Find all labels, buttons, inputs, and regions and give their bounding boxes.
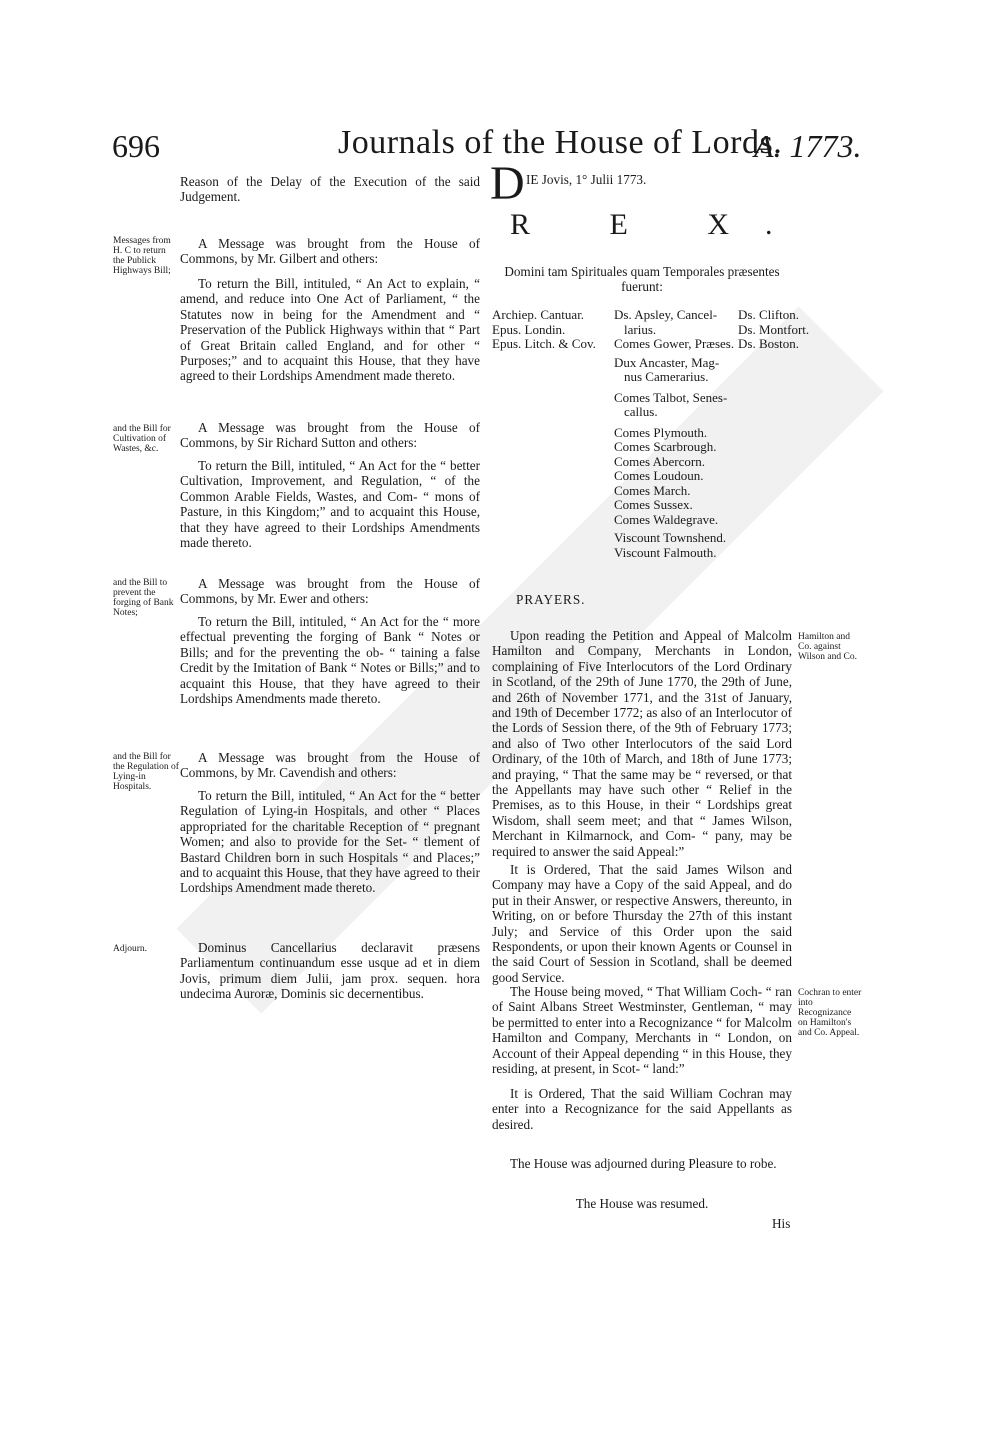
roll-line: Comes Sussex.	[614, 497, 693, 512]
margin-note: Messages from H. C to return the Publick Highways Bill;	[113, 236, 171, 276]
sitting-date: IE Jovis, 1° Julii 1773.	[526, 172, 647, 187]
roll-line: callus.	[624, 404, 658, 419]
message-body: To return the Bill, intituled, “ An Act to explain, “ amend, and reduce into One Act of Parliament, “ the Statutes now in being for the Amendment and “ Preservation of the Publick Highways within that “ Part of Great Britain called England, and for other “ Purposes;” and to acquaint this House, that they have agreed to their Lordships Amendment made thereto.	[180, 276, 480, 384]
roll-line: Viscount Falmouth.	[614, 544, 717, 560]
message-paragraph: A Message was brought from the House of Commons, by Mr. Cavendish and others:	[180, 750, 480, 781]
margin-note: and the Bill for the Regulation of Lying-in Hospitals.	[113, 752, 179, 792]
drop-cap: D	[490, 157, 525, 210]
adjournment-text: Dominus Cancellarius declaravit præsens Parliamentum continuandum esse usque ad et in diem Jovis, primum diem Julii, jam prox. sequen. hora undecima Auroræ, Dominis sic decernentibus.	[180, 940, 480, 1002]
adjourned-text: The House was adjourned during Pleasure to robe.	[510, 1156, 777, 1171]
margin-note: Hamilton and Co. against Wilson and Co.	[798, 632, 857, 662]
message-body: To return the Bill, intituled, “ An Act for the “ better Cultivation, Improvement, and Regulation, “ of the Common Arable Fields, Wastes, and Com- “ mons of Pasture, in this Kingdom;” and to acquaint this House, that they have agreed to their Lordships Amendments made thereto.	[180, 458, 480, 551]
catchword: His	[772, 1216, 791, 1231]
margin-note: and the Bill for Cultivation of Wastes, &c.	[113, 424, 171, 454]
page-year: A. 1773.	[754, 128, 862, 164]
resumed-text: The House was resumed.	[575, 1196, 709, 1211]
roll-column-a	[492, 308, 610, 352]
roll-column-b	[614, 308, 736, 560]
roll-line: Comes Loudoun.	[614, 468, 704, 483]
roll-line: Comes March.	[614, 482, 691, 498]
motion-paragraph: The House being moved, “ That William Coch- “ ran of Saint Albans Street Westminster, Gentleman, “ may be permitted to enter into a Recognizance “ for Malcolm Hamilton and Company, Merchants in “ London, on Account of their Appeal depending “ in this House, they residing, at present, in Scot- “ land:”	[492, 984, 792, 1077]
page-number: 696	[112, 128, 160, 164]
message-paragraph: A Message was brought from the House of Commons, by Mr. Ewer and others:	[180, 576, 480, 607]
roll-line: Viscount Townshend.	[614, 530, 727, 545]
roll-line: Comes Waldegrave.	[614, 511, 719, 527]
roll-line: nus Camerarius.	[624, 369, 709, 384]
message-paragraph: A Message was brought from the House of Commons, by Sir Richard Sutton and others:	[180, 420, 480, 451]
margin-note: and the Bill to prevent the forging of Bank Notes;	[113, 578, 174, 618]
roll-column-c	[738, 308, 824, 352]
roll-line: Ds. Boston.	[738, 336, 800, 351]
appeal-paragraph: Upon reading the Petition and Appeal of Malcolm Hamilton and Company, Merchants in London, complaining of Five Interlocutors of the Lord Ordinary in Scotland, of the 29th of June 1770, the 29th of June, and 26th of November 1771, and the 31st of January, and 19th of December 1772; as also of an Interlocutor of the Lords of Session there, of the 9th of February 1773; and also of Two other Interlocutors of the said Lord Ordinary, of the 10th of March, and 18th of June 1773; and praying, “ That the same may be “ reversed, or that the Appellants may have such other “ Relief in the Premises, as to this House, in their “ Lordships great Wisdom, shall seem meet; and that “ James Wilson, Merchant in Kilmarnock, and Com- “ pany, may be required to answer the said Appeal:”	[492, 628, 792, 859]
rex-heading: R E X.	[510, 208, 809, 241]
roll-line: Archiep. Cantuar.	[492, 307, 585, 322]
roll-line: larius.	[624, 321, 657, 337]
roll-line: Dux Ancaster, Mag-	[614, 354, 720, 370]
roll-line: Comes Gower, Præses.	[614, 336, 735, 351]
roll-line: Epus. Londin.	[492, 321, 566, 337]
roll-line: Comes Abercorn.	[614, 453, 705, 469]
roll-line: Comes Plymouth.	[614, 424, 708, 440]
roll-line: Comes Talbot, Senes-	[614, 389, 728, 405]
present-lords-heading: Domini tam Spirituales quam Temporales præsentes fuerunt:	[504, 264, 780, 295]
roll-line: Ds. Apsley, Cancel-	[614, 307, 718, 322]
roll-line: Ds. Montfort.	[738, 321, 810, 337]
margin-note: Cochran to enter into Recognizance on Hamilton's and Co. Appeal.	[798, 988, 862, 1038]
page-title: Journals of the House of Lords.	[338, 124, 783, 161]
roll-line: Comes Scarbrough.	[614, 439, 717, 454]
opening-text: Reason of the Delay of the Execution of the said Judgement.	[180, 174, 480, 205]
order-paragraph: It is Ordered, That the said William Cochran may enter into a Recognizance for the said Appellants as desired.	[492, 1086, 792, 1132]
roll-line: Epus. Litch. & Cov.	[492, 336, 596, 351]
roll-line: Ds. Clifton.	[738, 307, 800, 322]
order-paragraph: It is Ordered, That the said James Wilson and Company may have a Copy of the said Appeal, and do put in their Answer, or respective Answers, thereunto, in Writing, on or before Thursday the 27th of this instant July; and Service of this Order upon the said Respondents, or upon their known Agents or Counsel in the said Court of Session in Scotland, shall be deemed good Service.	[492, 862, 792, 985]
message-paragraph: A Message was brought from the House of Commons, by Mr. Gilbert and others:	[180, 236, 480, 267]
message-body: To return the Bill, intituled, “ An Act for the “ more effectual preventing the forging of Bank “ Notes or Bills; and for the preventing the ob- “ taining a false Credit by the Imitation of Bank “ Notes or Bills;” and to acquaint this House, that they have agreed to their Lordships Amendments made thereto.	[180, 614, 480, 707]
message-body: To return the Bill, intituled, “ An Act for the “ better Regulation of Lying-in Hospitals, and other “ Places appropriated for the charitable Reception of “ pregnant Women; and also to provide for the Set- “ tlement of Bastard Children born in such Hospitals “ and Places;” and to acquaint this House, that they have agreed to their Lordships Amendment made thereto.	[180, 788, 480, 896]
margin-note: Adjourn.	[113, 944, 148, 954]
prayers-heading: PRAYERS.	[516, 592, 586, 607]
